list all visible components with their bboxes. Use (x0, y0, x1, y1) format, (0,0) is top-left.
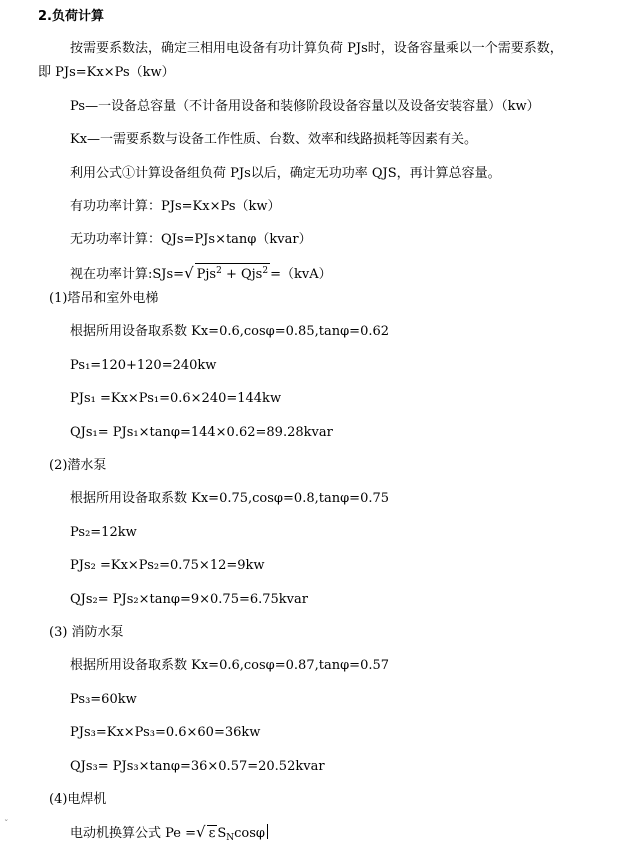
section-1-pjs: PJs₁ =Kx×Ps₁=0.6×240=144kw (70, 391, 282, 406)
section-2-ps: Ps₂=12kw (70, 525, 137, 540)
intro-line-1: 按需要系数法，确定三相用电设备有功计算负荷 PJs时，设备容量乘以一个需要系数， (70, 41, 563, 56)
reactive-power-formula: 无功功率计算：QJs=PJs×tanφ（kvar） (70, 232, 312, 247)
apparent-power-label: 视在功率计算:SJs= (70, 267, 185, 282)
section-2-coefficients: 根据所用设备取系数 Kx=0.75,cosφ=0.8,tanφ=0.75 (70, 491, 390, 506)
section-3-qjs: QJs₃= PJs₃×tanφ=36×0.57=20.52kvar (70, 759, 325, 774)
corner-mark: ˇ (4, 820, 9, 830)
apparent-power-formula (70, 263, 627, 284)
exponent-1: 2 (216, 266, 222, 276)
intro-line-2: 即 PJs=Kx×Ps（kw） (38, 65, 175, 80)
section-2-qjs: QJs₂= PJs₂×tanφ=9×0.75=6.75kvar (70, 592, 308, 607)
section-3-coefficients: 根据所用设备取系数 Kx=0.6,cosφ=0.87,tanφ=0.57 (70, 658, 390, 673)
motor-conversion-formula (70, 823, 627, 847)
section-2-title: (2)潜水泵 (49, 458, 107, 473)
sn-symbol: S (217, 826, 227, 841)
section-1-coefficients: 根据所用设备取系数 Kx=0.6,cosφ=0.85,tanφ=0.62 (70, 324, 390, 339)
radical-sign-2: √ (196, 823, 206, 841)
radicand-pjs: Pjs (196, 267, 217, 282)
section-4-title: (4)电焊机 (49, 792, 107, 807)
section-1-qjs: QJs₁= PJs₁×tanφ=144×0.62=89.28kvar (70, 425, 333, 440)
section-3-ps: Ps₃=60kw (70, 692, 137, 707)
motor-formula-label: 电动机换算公式 Pe = (70, 826, 197, 841)
radicand-qjs: Qjs (240, 267, 263, 282)
section-3-pjs: PJs₃=Kx×Ps₃=0.6×60=36kw (70, 725, 261, 740)
sn-subscript: N (226, 833, 235, 843)
section-1-ps: Ps₁=120+120=240kw (70, 358, 217, 373)
exponent-2: 2 (262, 266, 269, 276)
radical-sign: √ (184, 264, 194, 282)
section-1-title: (1)塔吊和室外电梯 (49, 291, 159, 306)
definition-kx: Kx—一需要系数与设备工作性质、台数、效率和线路损耗等因素有关。 (70, 132, 478, 147)
formula-intro: 利用公式①计算设备组负荷 PJs以后，确定无功功率 QJS，再计算总容量。 (70, 166, 501, 181)
section-3-title: (3) 消防水泵 (49, 625, 124, 640)
active-power-formula: 有功功率计算：PJs=Kx×Ps（kw） (70, 199, 281, 214)
plus-sign: + (221, 267, 241, 282)
apparent-power-unit: =（kvA） (270, 267, 332, 282)
section-2-pjs: PJs₂ =Kx×Ps₂=0.75×12=9kw (70, 558, 265, 573)
epsilon-radicand: ε (208, 826, 216, 841)
section-heading: 2.负荷计算 (38, 9, 104, 24)
cos-phi: cosφ (234, 826, 265, 841)
definition-ps: Ps—一设备总容量（不计备用设备和装修阶段设备容量以及设备安装容量）（kw） (70, 99, 540, 114)
radicand (195, 263, 270, 282)
text-cursor (267, 824, 268, 839)
